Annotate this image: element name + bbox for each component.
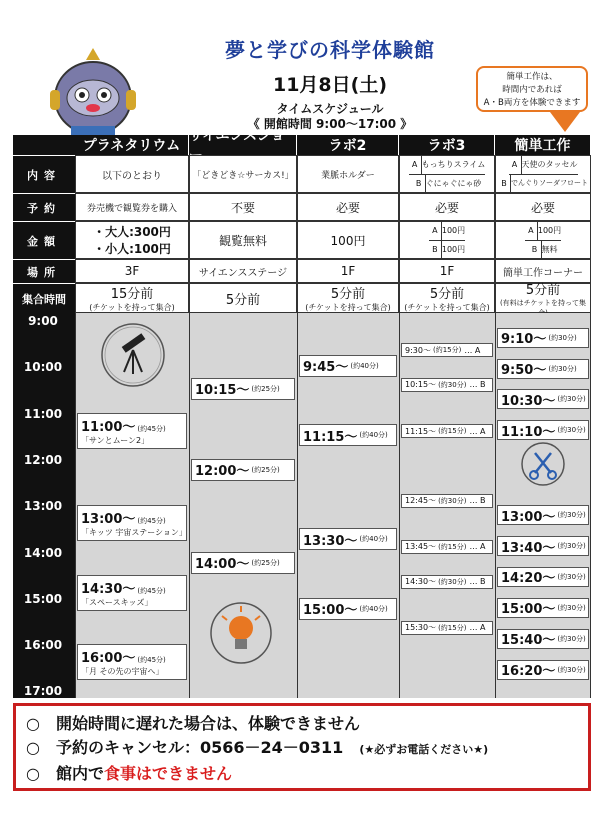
lab3-event: 12:45～ (約30分) … B [401, 494, 493, 508]
row-label-place: 場所 [13, 259, 75, 283]
planetarium-event: 11:00～ (約45分) 「サンとムーン2」 [77, 413, 187, 449]
craft-event: 13:00～ (約30分) [497, 505, 589, 525]
lab2-reserve: 必要 [297, 193, 399, 221]
planetarium-event: 14:30～ (約45分) 「スペースキッズ」 [77, 575, 187, 611]
time-label: 10:00 [23, 360, 63, 375]
row-label-content: 内容 [13, 155, 75, 193]
col-planetarium: プラネタリウム [75, 135, 189, 155]
corner-cell [13, 135, 75, 155]
show-event: 14:00～ (約25分) [191, 552, 295, 574]
mascot-icon [38, 40, 148, 140]
show-event: 12:00～ (約25分) [191, 459, 295, 481]
craft-event: 15:00～ (約30分) [497, 598, 589, 618]
lightbulb-icon [208, 598, 274, 668]
notice-line-1: ○ 開始時間に遅れた場合は、体験できません [26, 714, 360, 733]
craft-content: A 天使のタッセル B でんぐりソーダフロート [495, 155, 591, 193]
time-label: 17:00 [23, 684, 63, 699]
scissors-icon [520, 441, 566, 487]
show-price: 観覧無料 [189, 221, 297, 259]
callout-arrow [550, 112, 580, 134]
lab3-event: 11:15～ (約15分) … A [401, 424, 493, 438]
craft-event: 16:20～ (約30分) [497, 660, 589, 680]
col-lab2: ラボ2 [297, 135, 399, 155]
craft-event: 15:40～ (約30分) [497, 629, 589, 649]
lab2-event: 11:15～ (約40分) [299, 424, 397, 446]
lab3-place: 1F [399, 259, 495, 283]
lab2-gather: 5分前 (チケットを持って集合) [297, 283, 399, 313]
row-label-gather: 集合時間 [13, 283, 75, 313]
planetarium-gather: 15分前 (チケットを持って集合) [75, 283, 189, 313]
show-content: 「どきどき☆サーカス!」 [189, 155, 297, 193]
page-title: 夢と学びの科学体験館 [225, 38, 435, 62]
lab3-event: 13:45～ (約15分) … A [401, 540, 493, 554]
lab2-event: 15:00～ (約40分) [299, 598, 397, 620]
notice-line-2: ○ 予約のキャンセル：0566－24－0311 (★必ずお電話ください★) [26, 738, 489, 757]
time-label: 13:00 [23, 499, 63, 514]
lab3-event: 10:15～ (約30分) … B [401, 378, 493, 392]
show-gather: 5分前 [189, 283, 297, 313]
craft-event: 14:20～ (約30分) [497, 567, 589, 587]
lab2-content: 業脈ホルダー [297, 155, 399, 193]
lab2-event: 9:45～ (約40分) [299, 355, 397, 377]
lab2-place: 1F [297, 259, 399, 283]
time-label: 14:00 [23, 545, 63, 560]
lab3-event: 9:30～ (約15分) … A [401, 343, 493, 357]
craft-event: 13:40～ (約30分) [497, 536, 589, 556]
show-event: 10:15～ (約25分) [191, 378, 295, 400]
opening-hours: 《 開館時間 9:00～17:00 》 [247, 117, 413, 131]
event-date: 11月8日(土) [272, 74, 388, 96]
time-label: 12:00 [23, 452, 63, 467]
show-reserve: 不要 [189, 193, 297, 221]
lab2-price: 100円 [297, 221, 399, 259]
craft-reserve: 必要 [495, 193, 591, 221]
row-label-reserve: 予約 [13, 193, 75, 221]
lab3-price: A 100円 B 100円 [399, 221, 495, 259]
craft-event: 9:50～ (約30分) [497, 359, 589, 379]
col-science-show: サイエンスショ [189, 135, 297, 155]
col-lab3: ラボ3 [399, 135, 495, 155]
craft-event: 11:10～ (約30分) [497, 420, 589, 440]
lab2-event: 13:30～ (約40分) [299, 528, 397, 550]
planetarium-event: 13:00～ (約45分) 「キッツ 宇宙ステーション」 [77, 505, 187, 541]
lab3-gather: 5分前 (チケットを持って集合) [399, 283, 495, 313]
planetarium-reserve: 券売機で観覧券を購入 [75, 193, 189, 221]
lab3-reserve: 必要 [399, 193, 495, 221]
row-label-price: 金額 [13, 221, 75, 259]
planetarium-price: ・大人:300円 ・小人:100円 [75, 221, 189, 259]
craft-event: 9:10～ (約30分) [497, 328, 589, 348]
craft-price: A 100円 B 無料 [495, 221, 591, 259]
time-label: 9:00 [28, 314, 58, 328]
lab3-event: 15:30～ (約15分) … A [401, 621, 493, 635]
notice-line-3: ○ 館内で食事はできません [26, 764, 233, 783]
show-place: サイエンスステージ [189, 259, 297, 283]
craft-callout: 簡単工作は、 時間内であれば A・B両方を体験できます [476, 66, 588, 112]
planetarium-place: 3F [75, 259, 189, 283]
time-label: 11:00 [23, 406, 63, 421]
telescope-icon [100, 322, 166, 388]
time-label: 16:00 [23, 638, 63, 653]
notice-box [13, 703, 591, 791]
planetarium-event: 16:00～ (約45分) 「月 その先の宇宙へ」 [77, 644, 187, 680]
craft-place: 簡単工作コーナー [495, 259, 591, 283]
schedule-subtitle: タイムスケジュール [276, 102, 384, 116]
craft-gather: 5分前 (有料はチケットを持って集 [495, 283, 591, 313]
time-label: 15:00 [23, 591, 63, 606]
lab3-event: 14:30～ (約30分) … B [401, 575, 493, 589]
col-craft: 簡単工作 [495, 135, 591, 155]
lab3-content: A もっちりスライム B ぐにゃぐにゃ砂 [399, 155, 495, 193]
craft-event: 10:30～ (約30分) [497, 389, 589, 409]
planetarium-content: 以下のとおり [75, 155, 189, 193]
